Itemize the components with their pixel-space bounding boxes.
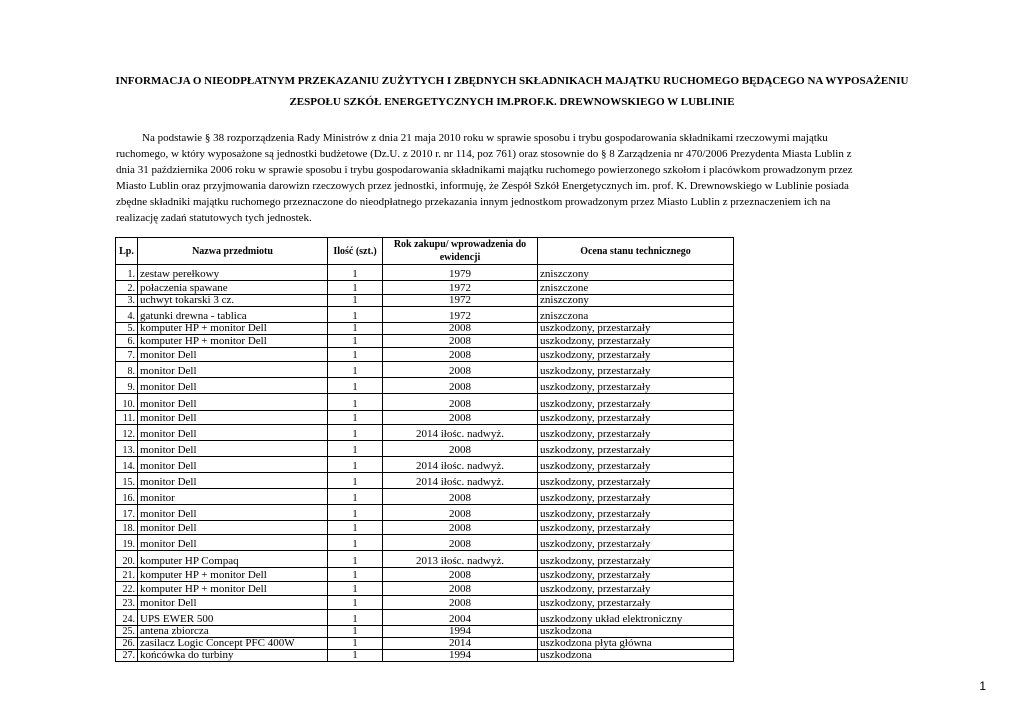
cell-condition: zniszczona	[538, 307, 734, 323]
table-row	[116, 265, 734, 281]
cell-name: monitor Dell	[138, 425, 328, 441]
header-year: Rok zakupu/ wprowadzenia do ewidencji	[383, 238, 538, 265]
cell-lp: 17.	[116, 505, 138, 521]
header-qty: Ilość (szt.)	[328, 238, 383, 265]
table-row	[116, 411, 734, 425]
cell-year: 1994	[383, 626, 538, 638]
cell-name: monitor Dell	[138, 505, 328, 521]
cell-condition: uszkodzony, przestarzały	[538, 489, 734, 505]
cell-condition: uszkodzony, przestarzały	[538, 596, 734, 610]
cell-qty: 1	[328, 425, 383, 441]
cell-condition: uszkodzony, przestarzały	[538, 348, 734, 362]
cell-condition: uszkodzony, przestarzały	[538, 335, 734, 348]
cell-qty: 1	[328, 610, 383, 626]
cell-condition: uszkodzony układ elektroniczny	[538, 610, 734, 626]
cell-qty: 1	[328, 551, 383, 568]
cell-condition: uszkodzony, przestarzały	[538, 457, 734, 473]
cell-year: 1979	[383, 265, 538, 281]
intro-paragraph	[116, 130, 916, 226]
cell-condition: uszkodzony, przestarzały	[538, 551, 734, 568]
cell-qty: 1	[328, 394, 383, 411]
cell-qty: 1	[328, 582, 383, 596]
cell-name: monitor Dell	[138, 378, 328, 394]
table-row	[116, 281, 734, 295]
table-row	[116, 323, 734, 335]
cell-qty: 1	[328, 265, 383, 281]
cell-condition: uszkodzony, przestarzały	[538, 568, 734, 582]
title-line-1: INFORMACJA O NIEODPŁATNYM PRZEKAZANIU ZUŻYTYCH I ZBĘDNYCH SKŁADNIKACH MAJĄTKU RUCHOMEGO BĘDĄCEGO NA WYPOSAŻENIU	[115, 75, 909, 87]
cell-year: 2008	[383, 362, 538, 378]
cell-lp: 27.	[116, 650, 138, 662]
intro-line: zbędne składniki majątku ruchomego przeznaczone do nieodpłatnego przekazania innym jednostkom prowadzonym przez Miasto Lublin z przeznaczeniem ich na	[116, 196, 831, 208]
intro-line: ruchomego, w który wyposażone są jednostki budżetowe (Dz.U. z 2010 r. nr 114, poz 761) oraz stosownie do § 8 Zarządzenia nr 470/2006 Prezydenta Miasta Lublin z	[116, 148, 852, 160]
cell-qty: 1	[328, 568, 383, 582]
table-row	[116, 307, 734, 323]
cell-condition: uszkodzony, przestarzały	[538, 362, 734, 378]
table-row	[116, 650, 734, 662]
table-row	[116, 582, 734, 596]
cell-condition: uszkodzony, przestarzały	[538, 425, 734, 441]
cell-lp: 21.	[116, 568, 138, 582]
table-row	[116, 378, 734, 394]
cell-condition: zniszczony	[538, 265, 734, 281]
cell-qty: 1	[328, 650, 383, 662]
cell-condition: uszkodzony, przestarzały	[538, 473, 734, 489]
table-row	[116, 362, 734, 378]
table-row	[116, 348, 734, 362]
header-lp: Lp.	[116, 238, 138, 265]
header-name: Nazwa przedmiotu	[138, 238, 328, 265]
cell-condition: zniszczony	[538, 295, 734, 307]
cell-qty: 1	[328, 473, 383, 489]
cell-lp: 1.	[116, 265, 138, 281]
cell-name: zasilacz Logic Concept PFC 400W	[138, 638, 328, 650]
table-row	[116, 505, 734, 521]
cell-name: uchwyt tokarski 3 cz.	[138, 295, 328, 307]
table-row	[116, 551, 734, 568]
cell-qty: 1	[328, 295, 383, 307]
cell-lp: 26.	[116, 638, 138, 650]
cell-name: monitor Dell	[138, 441, 328, 457]
cell-lp: 8.	[116, 362, 138, 378]
table-row	[116, 457, 734, 473]
cell-qty: 1	[328, 348, 383, 362]
cell-year: 2008	[383, 489, 538, 505]
cell-year: 2008	[383, 348, 538, 362]
intro-line: Na podstawie § 38 rozporządzenia Rady Ministrów z dnia 21 maja 2010 roku w sprawie sposobu i trybu gospodarowania składnikami rzeczowymi majątku	[142, 132, 828, 144]
table-row	[116, 596, 734, 610]
cell-name: zestaw perełkowy	[138, 265, 328, 281]
cell-condition: uszkodzona	[538, 626, 734, 638]
cell-qty: 1	[328, 638, 383, 650]
table-row	[116, 473, 734, 489]
intro-line: dnia 31 października 2006 roku w sprawie sposobu i trybu gospodarowania składnikami majątku ruchomego powierzonego szkołom i placówkom prowadzonym przez	[116, 164, 853, 176]
cell-qty: 1	[328, 281, 383, 295]
cell-lp: 5.	[116, 323, 138, 335]
cell-lp: 19.	[116, 535, 138, 551]
cell-lp: 24.	[116, 610, 138, 626]
cell-year: 2013 iłośc. nadwyż.	[383, 551, 538, 568]
cell-qty: 1	[328, 626, 383, 638]
cell-year: 2008	[383, 335, 538, 348]
cell-qty: 1	[328, 307, 383, 323]
intro-line: Miasto Lublin oraz przyjmowania darowizn rzeczowych przez jednostki, informuję, że Zespół Szkół Energetycznych im. prof. K. Drewnowskiego w Lublinie posiada	[116, 180, 849, 192]
cell-name: monitor Dell	[138, 411, 328, 425]
cell-year: 2008	[383, 505, 538, 521]
cell-qty: 1	[328, 535, 383, 551]
cell-qty: 1	[328, 441, 383, 457]
cell-qty: 1	[328, 335, 383, 348]
table-row	[116, 521, 734, 535]
cell-name: antena zbiorcza	[138, 626, 328, 638]
table-row	[116, 568, 734, 582]
inventory-table	[115, 237, 734, 662]
cell-year: 2008	[383, 568, 538, 582]
cell-lp: 3.	[116, 295, 138, 307]
table-header-row	[116, 238, 734, 265]
cell-lp: 25.	[116, 626, 138, 638]
cell-name: komputer HP + monitor Dell	[138, 582, 328, 596]
cell-qty: 1	[328, 411, 383, 425]
cell-condition: uszkodzony, przestarzały	[538, 394, 734, 411]
cell-year: 1972	[383, 281, 538, 295]
cell-qty: 1	[328, 489, 383, 505]
cell-year: 2008	[383, 582, 538, 596]
document-title	[110, 71, 914, 113]
cell-lp: 13.	[116, 441, 138, 457]
cell-year: 2008	[383, 535, 538, 551]
cell-name: komputer HP Compaq	[138, 551, 328, 568]
page-number: 1	[979, 679, 986, 693]
cell-name: monitor Dell	[138, 473, 328, 489]
table-row	[116, 535, 734, 551]
cell-qty: 1	[328, 378, 383, 394]
cell-condition: uszkodzony, przestarzały	[538, 411, 734, 425]
cell-lp: 7.	[116, 348, 138, 362]
cell-condition: uszkodzona	[538, 650, 734, 662]
title-line-2: ZESPOŁU SZKÓŁ ENERGETYCZNYCH IM.PROF.K. DREWNOWSKIEGO W LUBLINIE	[289, 96, 735, 108]
cell-year: 2008	[383, 394, 538, 411]
cell-name: komputer HP + monitor Dell	[138, 323, 328, 335]
cell-lp: 23.	[116, 596, 138, 610]
cell-year: 2008	[383, 323, 538, 335]
cell-name: końcówka do turbiny	[138, 650, 328, 662]
cell-lp: 22.	[116, 582, 138, 596]
header-condition: Ocena stanu technicznego	[538, 238, 734, 265]
cell-condition: zniszczone	[538, 281, 734, 295]
cell-name: komputer HP + monitor Dell	[138, 568, 328, 582]
cell-name: monitor Dell	[138, 596, 328, 610]
cell-condition: uszkodzony, przestarzały	[538, 378, 734, 394]
cell-name: monitor	[138, 489, 328, 505]
cell-year: 2014	[383, 638, 538, 650]
cell-condition: uszkodzony, przestarzały	[538, 323, 734, 335]
cell-condition: uszkodzona płyta główna	[538, 638, 734, 650]
table-row	[116, 610, 734, 626]
cell-condition: uszkodzony, przestarzały	[538, 582, 734, 596]
cell-lp: 4.	[116, 307, 138, 323]
cell-qty: 1	[328, 457, 383, 473]
cell-year: 1972	[383, 307, 538, 323]
table-row	[116, 295, 734, 307]
table-row	[116, 441, 734, 457]
cell-year: 2004	[383, 610, 538, 626]
cell-year: 1972	[383, 295, 538, 307]
cell-name: komputer HP + monitor Dell	[138, 335, 328, 348]
table-row	[116, 626, 734, 638]
cell-lp: 12.	[116, 425, 138, 441]
cell-condition: uszkodzony, przestarzały	[538, 535, 734, 551]
table-row	[116, 394, 734, 411]
cell-lp: 10.	[116, 394, 138, 411]
table-row	[116, 638, 734, 650]
cell-qty: 1	[328, 596, 383, 610]
cell-lp: 9.	[116, 378, 138, 394]
table-body	[116, 265, 734, 662]
cell-name: monitor Dell	[138, 535, 328, 551]
cell-lp: 11.	[116, 411, 138, 425]
cell-name: monitor Dell	[138, 348, 328, 362]
cell-lp: 18.	[116, 521, 138, 535]
cell-condition: uszkodzony, przestarzały	[538, 521, 734, 535]
cell-year: 2014 iłośc. nadwyż.	[383, 425, 538, 441]
table-row	[116, 335, 734, 348]
cell-name: monitor Dell	[138, 457, 328, 473]
cell-name: monitor Dell	[138, 362, 328, 378]
table-row	[116, 425, 734, 441]
cell-qty: 1	[328, 323, 383, 335]
cell-year: 2008	[383, 441, 538, 457]
cell-year: 2008	[383, 411, 538, 425]
cell-name: monitor Dell	[138, 521, 328, 535]
cell-year: 2008	[383, 596, 538, 610]
cell-lp: 16.	[116, 489, 138, 505]
cell-name: monitor Dell	[138, 394, 328, 411]
table-row	[116, 489, 734, 505]
cell-qty: 1	[328, 521, 383, 535]
cell-year: 2014 iłośc. nadwyż.	[383, 457, 538, 473]
cell-year: 2008	[383, 521, 538, 535]
cell-lp: 15.	[116, 473, 138, 489]
cell-name: UPS EWER 500	[138, 610, 328, 626]
cell-lp: 2.	[116, 281, 138, 295]
cell-year: 2014 iłośc. nadwyż.	[383, 473, 538, 489]
cell-condition: uszkodzony, przestarzały	[538, 441, 734, 457]
cell-lp: 14.	[116, 457, 138, 473]
cell-lp: 20.	[116, 551, 138, 568]
cell-condition: uszkodzony, przestarzały	[538, 505, 734, 521]
cell-qty: 1	[328, 505, 383, 521]
cell-year: 2008	[383, 378, 538, 394]
cell-year: 1994	[383, 650, 538, 662]
cell-qty: 1	[328, 362, 383, 378]
cell-name: połaczenia spawane	[138, 281, 328, 295]
cell-lp: 6.	[116, 335, 138, 348]
cell-name: gatunki drewna - tablica	[138, 307, 328, 323]
intro-line: realizację zadań statutowych tych jednostek.	[116, 212, 312, 224]
